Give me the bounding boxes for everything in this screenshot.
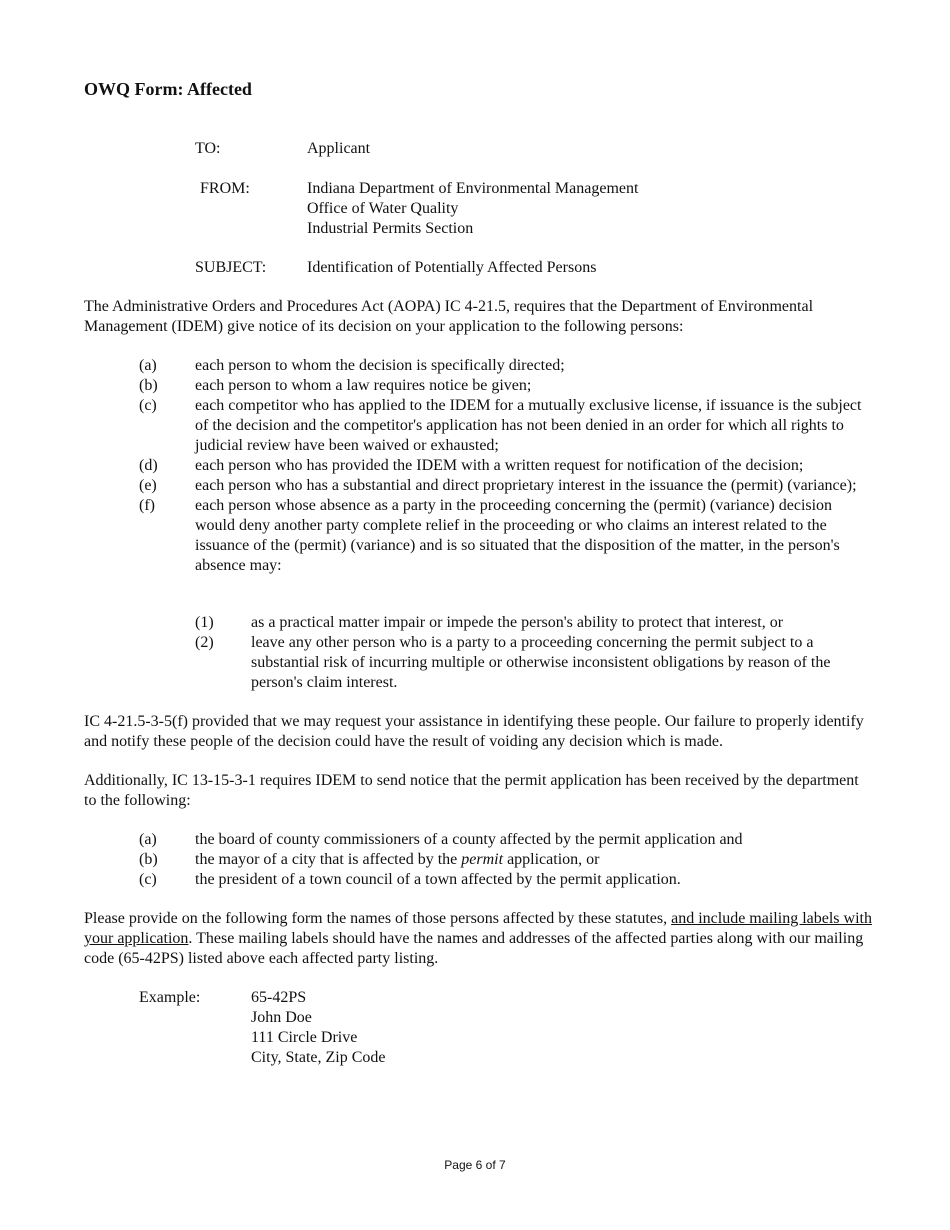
list-item bbox=[195, 633, 875, 693]
intro-paragraph: The Administrative Orders and Procedures Act (AOPA) IC 4-21.5, requires that the Department of Environmental Management (IDEM) give notice of its decision on your application to the following persons: bbox=[84, 298, 814, 335]
item-text: each person to whom the decision is specifically directed; bbox=[195, 357, 565, 374]
provide-text-pre: Please provide on the following form the names of those persons affected by these statutes, bbox=[84, 910, 672, 927]
sub-list bbox=[195, 613, 875, 693]
item-label: (d) bbox=[139, 457, 158, 474]
from-label: FROM: bbox=[200, 180, 250, 197]
subject-value: Identification of Potentially Affected Persons bbox=[307, 259, 597, 276]
memo-subject-row bbox=[195, 258, 596, 278]
provide-text-post: . These mailing labels should have the names and addresses of the affected parties along with our mailing code (65-42PS) listed above each affected party listing. bbox=[84, 930, 864, 967]
aopa-list bbox=[139, 356, 874, 576]
item-label: (b) bbox=[139, 377, 158, 394]
list-item bbox=[139, 356, 874, 376]
example-line: 65-42PS bbox=[251, 989, 307, 1006]
item-label: (2) bbox=[195, 634, 214, 651]
subject-label: SUBJECT: bbox=[195, 259, 267, 276]
item-text: the president of a town council of a town affected by the permit application. bbox=[195, 871, 681, 888]
to-value: Applicant bbox=[307, 140, 371, 157]
list-item bbox=[139, 830, 874, 850]
example-line: 111 Circle Drive bbox=[251, 1029, 358, 1046]
item-text: each person to whom a law requires notice be given; bbox=[195, 377, 532, 394]
item-label: (b) bbox=[139, 851, 158, 868]
form-title: OWQ Form: Affected bbox=[84, 79, 252, 99]
item-label: (a) bbox=[139, 831, 157, 848]
item-text-post: application, or bbox=[503, 851, 600, 868]
example-line: City, State, Zip Code bbox=[251, 1049, 386, 1066]
item-label: (c) bbox=[139, 397, 157, 414]
list-item bbox=[139, 496, 874, 576]
list-item bbox=[139, 456, 874, 476]
item-text: the board of county commissioners of a county affected by the permit application and bbox=[195, 831, 743, 848]
list-item bbox=[139, 396, 874, 456]
memo-from-row bbox=[195, 179, 638, 239]
notice-list bbox=[139, 830, 874, 890]
example-line: John Doe bbox=[251, 1009, 312, 1026]
item-text: each competitor who has applied to the IDEM for a mutually exclusive license, if issuance is the subject of the decision and the competitor's application has not been denied in an order for which all rights to judicial review have been waived or exhausted; bbox=[195, 397, 862, 454]
item-text: each person who has a substantial and direct proprietary interest in the issuance the (permit) (variance); bbox=[195, 477, 857, 494]
item-text: as a practical matter impair or impede the person's ability to protect that interest, or bbox=[251, 614, 784, 631]
item-label: (1) bbox=[195, 614, 214, 631]
list-item bbox=[139, 376, 874, 396]
item-label: (f) bbox=[139, 497, 155, 514]
item-label: (a) bbox=[139, 357, 157, 374]
item-text: leave any other person who is a party to a proceeding concerning the permit subject to a substantial risk of incurring multiple or otherwise inconsistent obligations by reason of the person's claim interest. bbox=[251, 634, 831, 691]
from-line: Office of Water Quality bbox=[307, 200, 459, 217]
item-label: (c) bbox=[139, 871, 157, 888]
item-text: each person who has provided the IDEM with a written request for notification of the decision; bbox=[195, 457, 804, 474]
list-item bbox=[195, 613, 875, 633]
list-item bbox=[139, 476, 874, 496]
example-label: Example: bbox=[139, 989, 201, 1006]
list-item bbox=[139, 870, 874, 890]
item-text-pre: the mayor of a city that is affected by the bbox=[195, 851, 462, 868]
from-line: Industrial Permits Section bbox=[307, 220, 474, 237]
from-line: Indiana Department of Environmental Management bbox=[307, 180, 639, 197]
additionally-paragraph: Additionally, IC 13-15-3-1 requires IDEM to send notice that the permit application has been received by the department to the following: bbox=[84, 772, 859, 809]
item-text bbox=[195, 850, 874, 870]
memo-to-row bbox=[195, 139, 370, 159]
item-label: (e) bbox=[139, 477, 157, 494]
list-item bbox=[139, 850, 874, 870]
item-text: each person whose absence as a party in the proceeding concerning the (permit) (variance) decision would deny another party complete relief in the proceeding or who claims an interest related to the issuance of the (permit) (variance) and is so situated that the disposition of the matter, in the person's absence may: bbox=[195, 497, 840, 574]
example-block bbox=[139, 988, 386, 1068]
assist-paragraph: IC 4-21.5-3-5(f) provided that we may request your assistance in identifying these people. Our failure to properly identify and notify these people of the decision could have the result of voiding any decision which is made. bbox=[84, 713, 864, 750]
provide-paragraph bbox=[84, 909, 874, 969]
to-label: TO: bbox=[195, 140, 221, 157]
page-number: Page 6 of 7 bbox=[444, 1158, 506, 1172]
item-text-emphasis: permit bbox=[461, 851, 504, 868]
provide-text-underlined: and include mailing labels with your application bbox=[84, 910, 872, 947]
